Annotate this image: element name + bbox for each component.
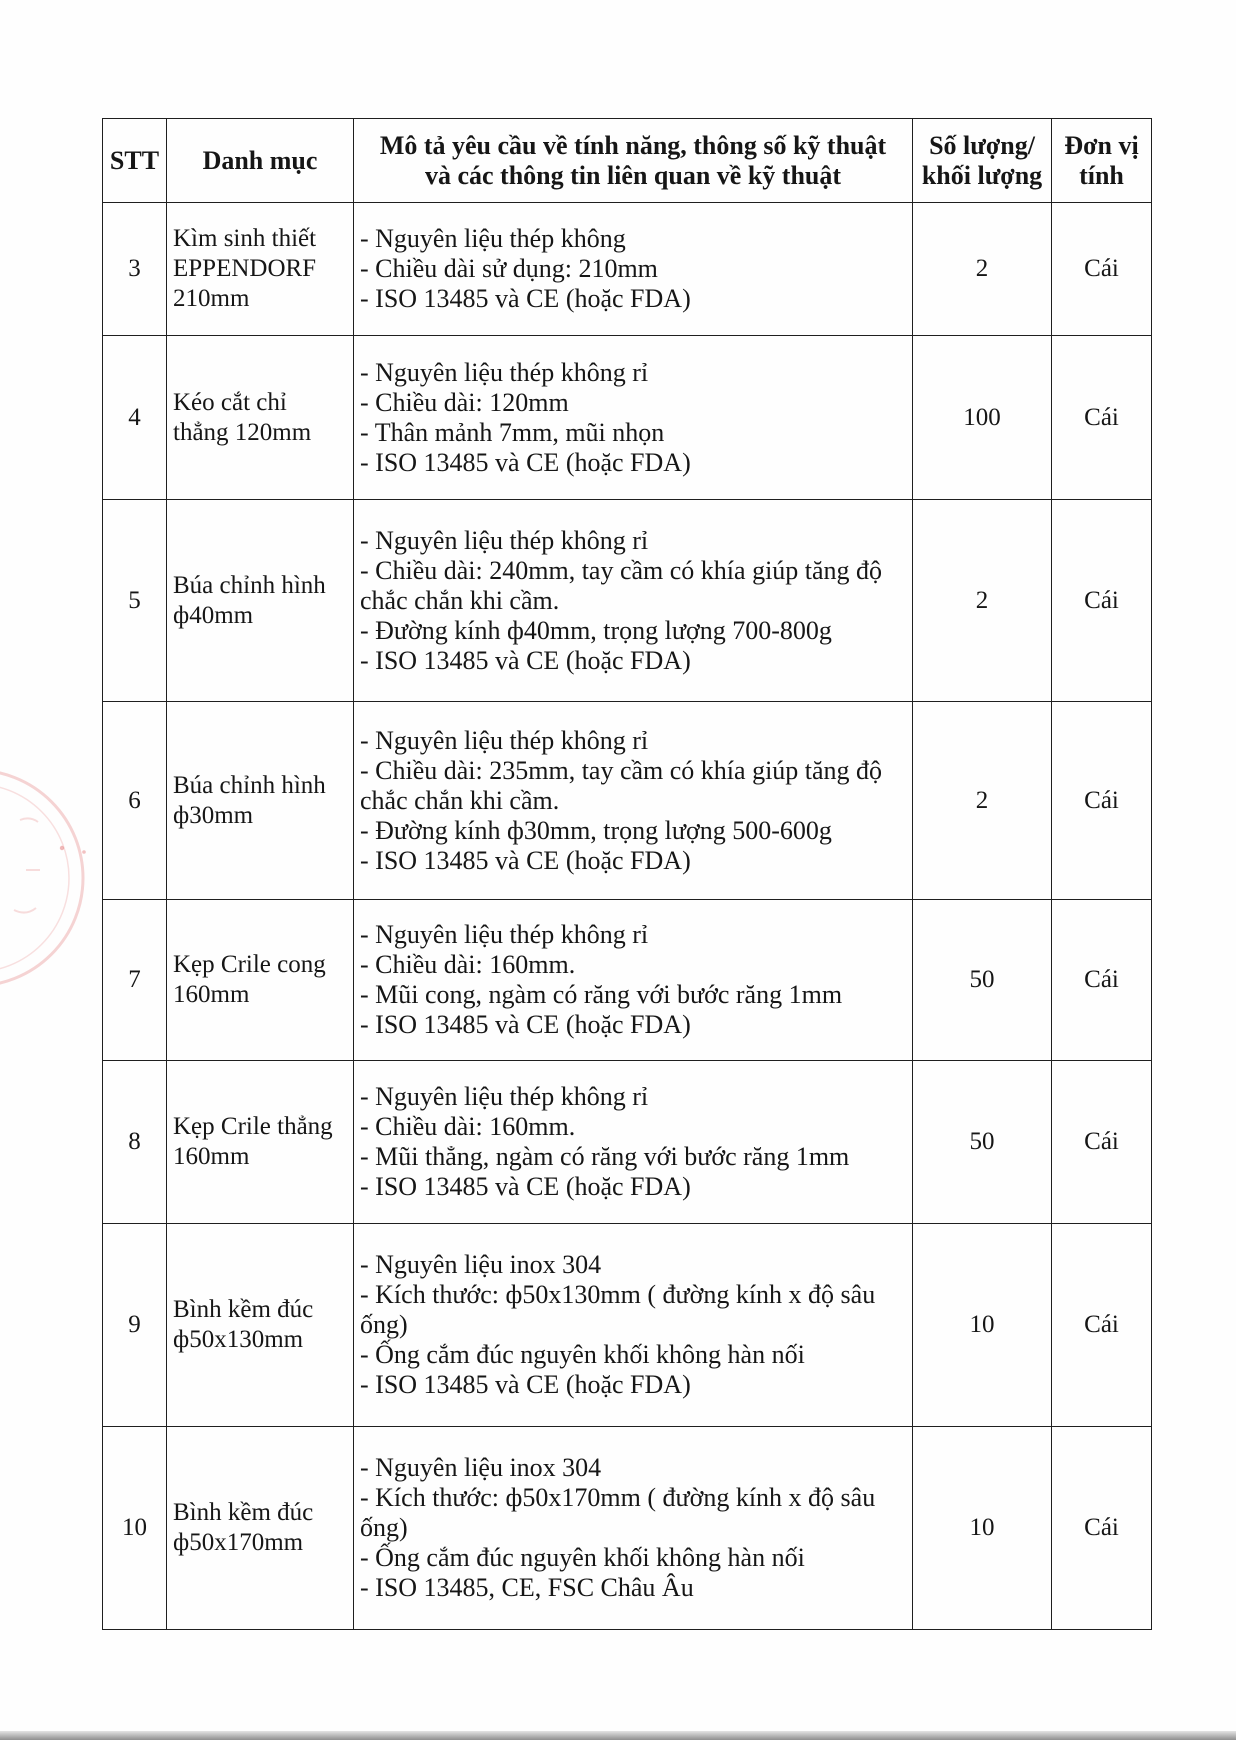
spec-line: - Nguyên liệu inox 304	[360, 1250, 602, 1279]
unit-cell: Cái	[1052, 1427, 1152, 1630]
table-row	[103, 702, 1152, 900]
spec-cell	[354, 336, 913, 500]
header-stt-label: STT	[109, 145, 160, 175]
spec-line: - Nguyên liệu thép không rỉ	[360, 357, 649, 387]
item-name-line: 160mm	[173, 1143, 250, 1170]
spec-line: - ISO 13485 và CE (hoặc FDA)	[360, 845, 691, 875]
unit-cell: Cái	[1052, 500, 1152, 702]
spec-line: - Chiều dài sử dụng: 210mm	[360, 254, 658, 283]
spec-cell	[354, 900, 913, 1061]
item-name-line: 160mm	[173, 981, 250, 1008]
header-description-line: Mô tả yêu cầu về tính năng, thông số kỹ thuật	[379, 130, 887, 160]
header-unit	[1052, 119, 1152, 203]
quantity-cell: 50	[913, 900, 1052, 1061]
stt-cell: 10	[103, 1427, 167, 1630]
seal-inner-ring	[0, 784, 69, 972]
item-name-line: Kẹp Crile thẳng	[173, 1113, 333, 1140]
item-name-line: ф40mm	[173, 601, 254, 629]
table-row	[103, 1061, 1152, 1224]
quantity-cell: 10	[913, 1427, 1052, 1630]
table-header	[103, 119, 1152, 203]
item-name-cell	[167, 336, 354, 500]
spec-cell	[354, 203, 913, 336]
stt-cell: 6	[103, 702, 167, 900]
item-name-line: 210mm	[173, 285, 250, 312]
spec-line: - Nguyên liệu thép không rỉ	[360, 725, 649, 755]
table-body	[103, 203, 1152, 1630]
header-category	[167, 119, 354, 203]
table-row	[103, 1224, 1152, 1427]
item-name-line: thẳng 120mm	[173, 418, 312, 446]
table-row	[103, 900, 1152, 1061]
spec-line: - Đường kính ф30mm, trọng lượng 500-600g	[360, 815, 832, 845]
stt-cell: 3	[103, 203, 167, 336]
red-seal-stamp	[0, 760, 110, 1000]
item-name-cell	[167, 900, 354, 1061]
spec-line: - ISO 13485 và CE (hoặc FDA)	[360, 284, 691, 313]
specification-table	[102, 118, 1152, 1630]
spec-line: - ISO 13485 và CE (hoặc FDA)	[360, 1370, 691, 1399]
spec-line: - Chiều dài: 160mm.	[360, 950, 576, 979]
spec-cell	[354, 500, 913, 702]
unit-cell: Cái	[1052, 702, 1152, 900]
spec-line: - Kích thước: ф50x170mm ( đường kính x độ sâu ống)	[360, 1483, 876, 1542]
item-name-line: Bình kềm đúc	[173, 1296, 314, 1323]
spec-line: - Chiều dài: 240mm, tay cầm có khía giúp tăng độ chắc chắn khi cầm.	[360, 555, 883, 615]
spec-line: - ISO 13485 và CE (hoặc FDA)	[360, 1010, 691, 1039]
item-name-line: Kìm sinh thiết	[173, 225, 317, 252]
quantity-cell: 100	[913, 336, 1052, 500]
spec-line: - ISO 13485 và CE (hoặc FDA)	[360, 1172, 691, 1201]
quantity-cell: 50	[913, 1061, 1052, 1224]
spec-line: - Kích thước: ф50x130mm ( đường kính x độ sâu ống)	[360, 1280, 876, 1339]
quantity-cell: 2	[913, 500, 1052, 702]
table-row	[103, 336, 1152, 500]
scan-bottom-edge	[0, 1731, 1236, 1740]
stt-cell: 5	[103, 500, 167, 702]
spec-line: - Chiều dài: 235mm, tay cầm có khía giúp tăng độ chắc chắn khi cầm.	[360, 755, 883, 815]
seal-mark	[14, 818, 40, 912]
spec-cell	[354, 1427, 913, 1630]
unit-cell: Cái	[1052, 900, 1152, 1061]
spec-line: - Chiều dài: 160mm.	[360, 1112, 576, 1141]
spec-cell	[354, 1224, 913, 1427]
item-name-line: Bình kềm đúc	[173, 1499, 314, 1526]
spec-line: - Nguyên liệu inox 304	[360, 1453, 602, 1482]
spec-cell	[354, 1061, 913, 1224]
unit-cell: Cái	[1052, 203, 1152, 336]
spec-line: - Nguyên liệu thép không rỉ	[360, 525, 649, 555]
header-row	[103, 119, 1152, 203]
spec-line: - Thân mảnh 7mm, mũi nhọn	[360, 417, 665, 447]
spec-line: - Chiều dài: 120mm	[360, 387, 569, 417]
item-name-cell	[167, 702, 354, 900]
unit-cell: Cái	[1052, 336, 1152, 500]
spec-cell	[354, 702, 913, 900]
item-name-cell	[167, 203, 354, 336]
stt-cell: 8	[103, 1061, 167, 1224]
header-description	[354, 119, 913, 203]
spec-line: - ISO 13485, CE, FSC Châu Âu	[360, 1573, 694, 1602]
header-stt	[103, 119, 167, 203]
spec-line: - ISO 13485 và CE (hoặc FDA)	[360, 447, 691, 477]
header-quantity-line: khối lượng	[921, 160, 1043, 190]
item-name-line: EPPENDORF	[173, 255, 317, 282]
quantity-cell: 2	[913, 702, 1052, 900]
unit-cell: Cái	[1052, 1061, 1152, 1224]
spec-line: - Đường kính ф40mm, trọng lượng 700-800g	[360, 615, 832, 645]
table-row	[103, 500, 1152, 702]
header-unit-line: Đơn vị	[1064, 130, 1139, 160]
item-name-cell	[167, 500, 354, 702]
stt-cell: 4	[103, 336, 167, 500]
spec-line: - Nguyên liệu thép không rỉ	[360, 1082, 649, 1111]
header-quantity	[913, 119, 1052, 203]
item-name-line: ф50x170mm	[173, 1529, 304, 1556]
item-name-line: ф30mm	[173, 801, 254, 829]
quantity-cell: 2	[913, 203, 1052, 336]
spec-line: - Nguyên liệu thép không	[360, 224, 626, 253]
item-name-cell	[167, 1061, 354, 1224]
item-name-cell	[167, 1224, 354, 1427]
item-name-cell	[167, 1427, 354, 1630]
item-name-line: Búa chỉnh hình	[173, 571, 326, 599]
spec-line: - ISO 13485 và CE (hoặc FDA)	[360, 645, 691, 675]
item-name-line: Búa chỉnh hình	[173, 771, 326, 799]
seal-mark	[60, 846, 64, 850]
spec-line: - Mũi cong, ngàm có răng với bước răng 1mm	[360, 980, 843, 1009]
spec-line: - Nguyên liệu thép không rỉ	[360, 920, 649, 949]
quantity-cell: 10	[913, 1224, 1052, 1427]
header-unit-line: tính	[1079, 160, 1124, 190]
seal-mark	[82, 850, 86, 854]
header-quantity-line: Số lượng/	[929, 130, 1035, 160]
item-name-line: Kẹp Crile cong	[173, 951, 326, 978]
seal-outer-ring	[0, 770, 83, 986]
unit-cell: Cái	[1052, 1224, 1152, 1427]
spec-line: - Mũi thẳng, ngàm có răng với bước răng 1mm	[360, 1142, 850, 1171]
stt-cell: 7	[103, 900, 167, 1061]
table-row	[103, 203, 1152, 336]
spec-line: - Ống cắm đúc nguyên khối không hàn nối	[360, 1543, 805, 1572]
header-description-line: và các thông tin liên quan về kỹ thuật	[424, 160, 842, 190]
stt-cell: 9	[103, 1224, 167, 1427]
header-category-label: Danh mục	[202, 145, 318, 175]
item-name-line: ф50x130mm	[173, 1326, 304, 1353]
table-row	[103, 1427, 1152, 1630]
item-name-line: Kéo cắt chỉ	[173, 388, 287, 416]
spec-line: - Ống cắm đúc nguyên khối không hàn nối	[360, 1340, 805, 1369]
